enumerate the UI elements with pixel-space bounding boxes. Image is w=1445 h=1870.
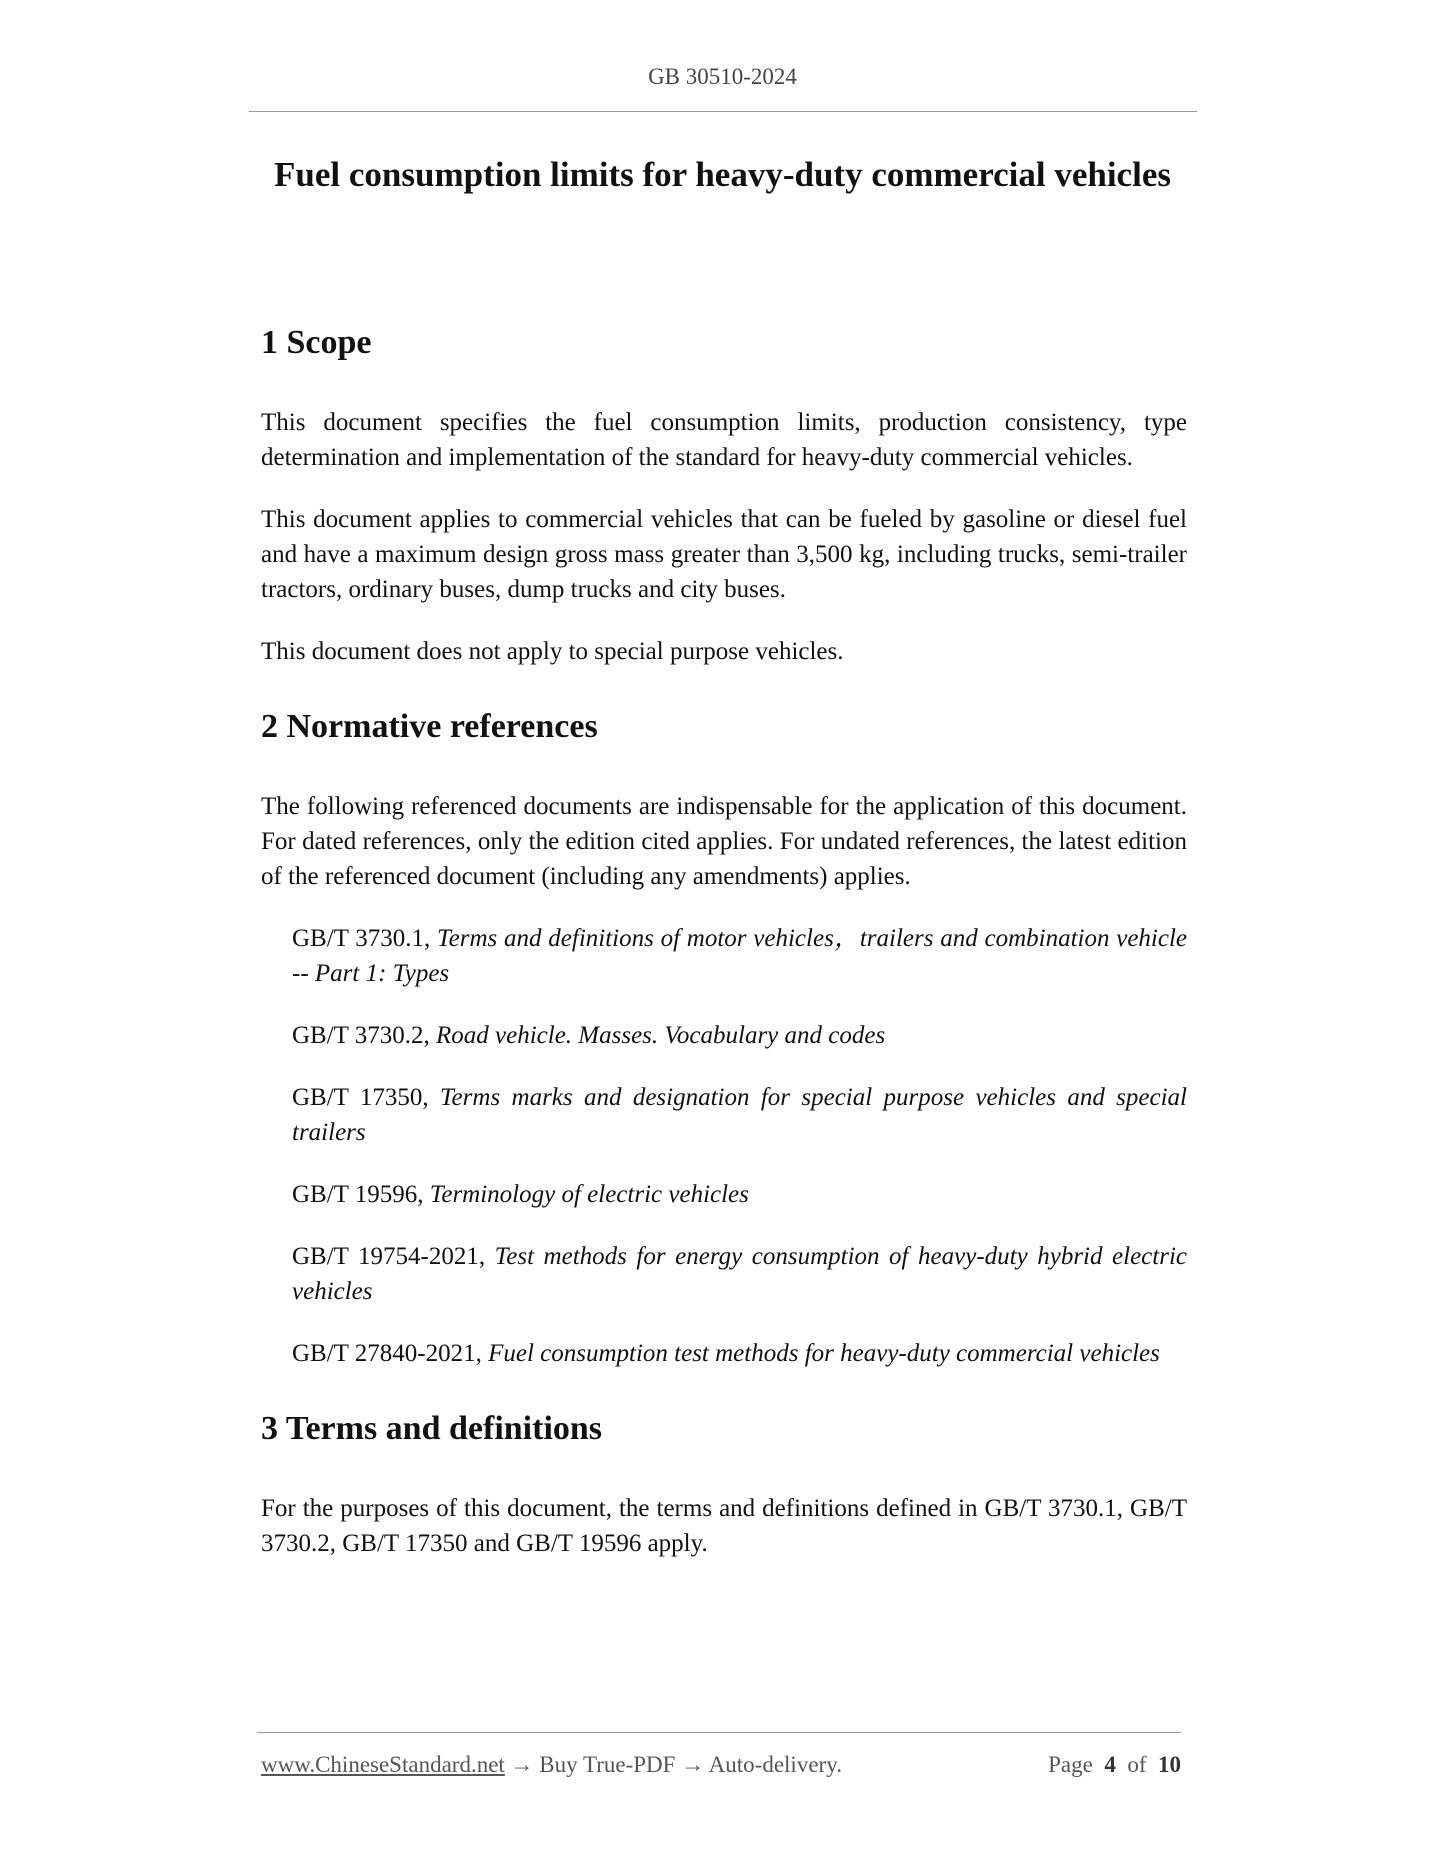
- section-heading-scope: 1 Scope: [261, 324, 372, 361]
- reference-code: GB/T 3730.2,: [292, 1022, 436, 1049]
- current-page-number: 4: [1104, 1752, 1116, 1777]
- reference-item: [292, 1080, 1187, 1150]
- document-body: [261, 322, 1187, 1561]
- reference-item: [292, 1336, 1187, 1371]
- section-heading-normative-references: 2 Normative references: [261, 708, 598, 745]
- reference-item: [292, 1018, 1187, 1053]
- total-page-count: 10: [1158, 1752, 1181, 1777]
- footer-promo: [261, 1752, 842, 1778]
- reference-title: Fuel consumption test methods for heavy-duty commercial vehicles: [488, 1340, 1160, 1367]
- of-label: of: [1127, 1752, 1147, 1777]
- header-divider: [249, 111, 1197, 112]
- arrow-right-icon: →: [504, 1752, 540, 1777]
- standard-code-header: GB 30510-2024: [648, 64, 797, 89]
- document-title: Fuel consumption limits for heavy-duty commercial vehicles: [274, 155, 1171, 194]
- reference-title: Test methods for energy consumption of heavy-duty hybrid electric vehicles: [292, 1243, 1187, 1305]
- website-link[interactable]: www.ChineseStandard.net: [261, 1752, 505, 1777]
- buy-pdf-text: Buy True-PDF: [539, 1752, 676, 1777]
- footer-divider: [257, 1732, 1181, 1733]
- arrow-right-icon: →: [675, 1752, 709, 1777]
- reference-code: GB/T 17350,: [292, 1084, 440, 1111]
- section-heading-terms-definitions: 3 Terms and definitions: [261, 1410, 603, 1447]
- reference-title: Terms and definitions of motor vehicles，trailers and combination vehicle -- Part 1: Types: [292, 925, 1187, 987]
- page-number: [1048, 1752, 1181, 1778]
- reference-item: [292, 1177, 1187, 1212]
- scope-paragraph: This document does not apply to special purpose vehicles.: [261, 638, 844, 665]
- reference-code: GB/T 19596,: [292, 1181, 430, 1208]
- terms-paragraph: For the purposes of this document, the terms and definitions defined in GB/T 3730.1, GB/T 3730.2, GB/T 17350 and GB/T 19596 apply.: [261, 1495, 1187, 1557]
- auto-delivery-text: Auto-delivery.: [708, 1752, 842, 1777]
- scope-paragraph: This document applies to commercial vehicles that can be fueled by gasoline or diesel fuel and have a maximum design gross mass greater than 3,500 kg, including trucks, semi-trailer tractors, ordinary buses, dump trucks and city buses.: [261, 506, 1187, 603]
- reference-code: GB/T 27840-2021,: [292, 1340, 489, 1367]
- reference-title: Road vehicle. Masses. Vocabulary and codes: [436, 1022, 886, 1049]
- normative-intro-paragraph: The following referenced documents are indispensable for the application of this document. For dated references, only the edition cited applies. For undated references, the latest edition of the referenced document (including any amendments) applies.: [261, 793, 1187, 890]
- reference-code: GB/T 19754-2021,: [292, 1243, 495, 1270]
- reference-title: Terms marks and designation for special purpose vehicles and special trailers: [292, 1084, 1187, 1146]
- scope-paragraph: This document specifies the fuel consumption limits, production consistency, type determination and implementation of the standard for heavy-duty commercial vehicles.: [261, 409, 1187, 471]
- reference-item: [292, 1239, 1187, 1309]
- reference-code: GB/T 3730.1,: [292, 925, 438, 952]
- page-label: Page: [1048, 1752, 1093, 1777]
- reference-item: [292, 921, 1187, 991]
- reference-title: Terminology of electric vehicles: [429, 1181, 749, 1208]
